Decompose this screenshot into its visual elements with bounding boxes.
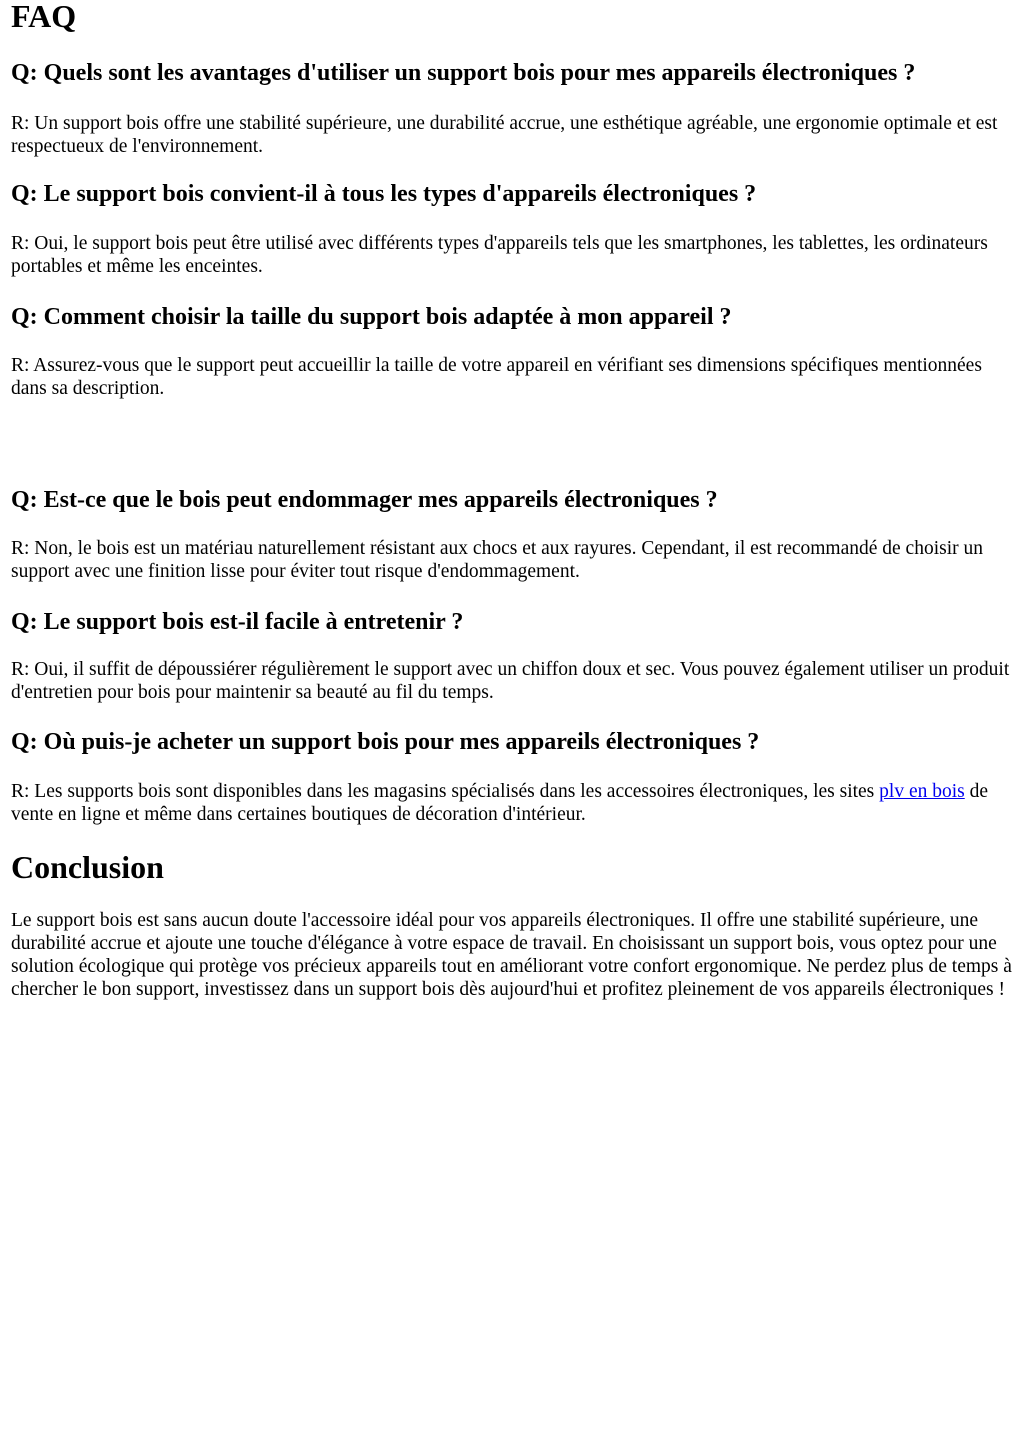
faq-question-4: Q: Est-ce que le bois peut endommager mes appareils électroniques ? [11, 487, 718, 513]
faq-answer-6 [11, 780, 1013, 826]
faq-answer-3: R: Assurez-vous que le support peut accueillir la taille de votre appareil en vérifiant ses dimensions spécifiques mentionnées dans sa description. [11, 355, 982, 399]
faq-answer-4: R: Non, le bois est un matériau naturellement résistant aux chocs et aux rayures. Cependant, il est recommandé de choisir un support avec une finition lisse pour éviter tout risque d'endommagement. [11, 538, 984, 582]
faq-answer-6-text-after: de vente en ligne et même dans certaines boutiques de décoration d'intérieur. [11, 781, 989, 825]
faq-answer-1: R: Un support bois offre une stabilité supérieure, une durabilité accrue, une esthétique agréable, une ergonomie optimale et est respectueux de l'environnement. [11, 113, 998, 157]
plv-en-bois-link[interactable]: plv en bois [879, 781, 965, 802]
faq-heading: FAQ [11, 0, 77, 34]
faq-question-6: Q: Où puis-je acheter un support bois pour mes appareils électroniques ? [11, 729, 760, 755]
faq-question-5: Q: Le support bois est-il facile à entretenir ? [11, 609, 464, 635]
faq-question-2: Q: Le support bois convient-il à tous les types d'appareils électroniques ? [11, 181, 757, 207]
conclusion-text: Le support bois est sans aucun doute l'accessoire idéal pour vos appareils électroniques. Il offre une stabilité supérieure, une durabilité accrue et ajoute une touche d'élégance à votre espace de travail. En choisissant un support bois, vous optez pour une solution écologique qui protège vos précieux appareils tout en améliorant votre confort ergonomique. Ne perdez plus de temps à chercher le bon support, investissez dans un support bois dès aujourd'hui et profitez pleinement de vos appareils électroniques ! [11, 910, 1012, 1000]
faq-answer-6-text-before: R: Les supports bois sont disponibles dans les magasins spécialisés dans les accessoires électroniques, les sites [11, 781, 880, 802]
conclusion-heading: Conclusion [11, 849, 164, 885]
faq-question-3: Q: Comment choisir la taille du support bois adaptée à mon appareil ? [11, 304, 732, 330]
faq-question-1: Q: Quels sont les avantages d'utiliser un support bois pour mes appareils électroniques ? [11, 60, 916, 86]
faq-answer-2: R: Oui, le support bois peut être utilisé avec différents types d'appareils tels que les smartphones, les tablettes, les ordinateurs portables et même les enceintes. [11, 233, 988, 277]
faq-answer-5: R: Oui, il suffit de dépoussiérer régulièrement le support avec un chiffon doux et sec. Vous pouvez également utiliser un produit d'entretien pour bois pour maintenir sa beauté au fil du temps. [11, 659, 1010, 703]
